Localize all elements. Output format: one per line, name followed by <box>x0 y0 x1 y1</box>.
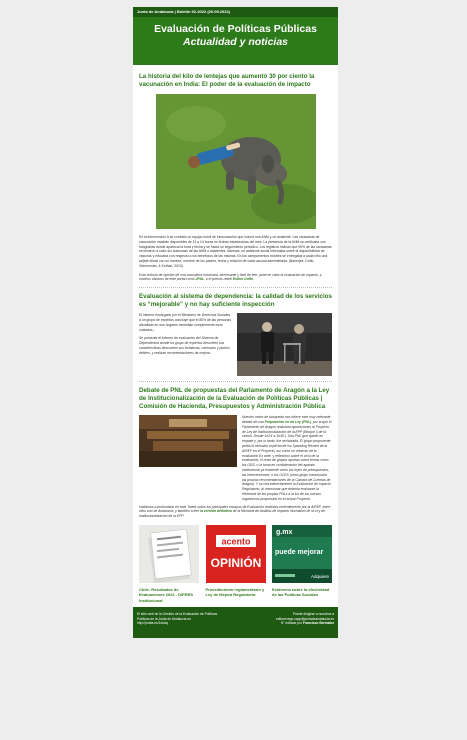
acento-opinion-icon <box>206 525 266 583</box>
related-links <box>139 525 332 603</box>
article-lentils <box>139 73 332 282</box>
slide-screenshot-icon <box>272 525 332 583</box>
jpal-link[interactable]: JPAL <box>195 277 204 282</box>
card-chile-title[interactable]: Chile: Resultados de Evaluaciones 2022 - DIPRES Institucional <box>139 586 194 603</box>
website-link[interactable]: http://juntta.es/1dsAq <box>137 621 168 626</box>
report-document-icon <box>139 525 199 583</box>
article-lentils-body: En la intervención A se contrató un equipo móvil de inmunización que incluía una ANM y un asistente. Las caravanas de vacunación estaban disponibles de 11 a 14 horas en fechas establecidas del mes. La presencia de la ANM se verificaba con fotografías donde aparecía la hora y fecha y se hacía un seguimiento periódico. Los registros indican que 95% de las caravanas se llevaron a cabo sin ausencias de las ANM o asistentes. Además, un asistente social informaba sobre la disponibilidad de vacunas y educaba con respecto a los beneficios de las mismas. En los campamentos móviles se entregaba a cada niño una tarjeta oficial con su nombre, nombre de los padres, fecha y relación de cada vacuna administrada. (Banerjee, Duflo, Glennerster, & Kothari, 2010) <box>139 235 332 268</box>
domain-text: g.mx <box>276 528 293 536</box>
article-aragon-invite: Invitamos a profundizar en este Tweet sobre los principales ensayos de Evaluación recibidos recientemente por la AIREF, entre ellos uno de Andalucía; y también a leer la versión definitiva de la Memoria de Análisis de Impacto Normativo de la Ley de Institucionalización de la EPP. <box>139 504 331 519</box>
slide-text: puede mejorar <box>275 548 324 556</box>
newsletter-content <box>133 65 338 607</box>
card-regulatory-title[interactable]: Procedimiento reglamentario y Ley de Mejora Regulatoria <box>205 586 265 598</box>
card-chile[interactable] <box>139 525 199 603</box>
newsletter-title: Evaluación de Políticas Públicas <box>154 23 317 35</box>
parliament-session-photo[interactable] <box>139 415 237 467</box>
article-aragon-body: Nuestro motor de búsqueda nos ofrece este muy relevante debate de una Proposición no de Ley (PNL), por la que el Parlamento de Aragón realizaría aportaciones al Proyecto de Ley de Institucionalización de la EPP (Bloque 3 de la sesión. Desde 1h24' a 1h40'). Una PNL que quedó en empate y, por lo tanto, fue rechazada. El grupo proponente pedía la inclusión explícita de los Spending Review de la AIREF en el Proyecto, así como un refuerzo de la evaluación Ex ante, y reflexionó sobre el ciclo de la evaluación; el resto de grupos aportan sobre temas como los ODS, o la toma en consideración del aparato institucional ya existente como las leyes de presupuestos, las Intervenciones, o los OCEX (otros grupo mencionará las propias recomendaciones de la Cámara de Cuentas de Aragón). Y se cita indirectamente la Evaluación de Impacto Regulatorio, al mencionar que debería evaluarse la eficiencia de las propias PNLs a la luz de los nuevos organismos propuestos en el actual Proyecto. <box>242 415 332 501</box>
newsletter-header <box>133 17 338 65</box>
article-dependency <box>139 293 332 376</box>
card-social-policies-title[interactable]: Evidencia sobre la efectividad de las Políticas Sociales <box>272 586 330 598</box>
article-dependency-note: Se presenta el informe de evaluación del Sistema de Dependencia donde un grupo de expertos describen sus características descubren sus fortalezas, carencias y puntos débiles, y realizan recomendaciones de mejora. <box>139 336 230 355</box>
article-aragon-headline[interactable]: Debate de PNL de propuestas del Parlamento de Aragón a la Ley de Institucionalización de la Evaluación de Políticas Públicas | Comisión de Hacienda, Presupuestos y Administración Pública <box>139 387 330 411</box>
article-dependency-headline[interactable]: Evaluación al sistema de dependencia: la calidad de los servicios es “mejorable” y no hay suficiente inspección <box>139 293 332 309</box>
esther-duflo-link[interactable]: Esther Duflo <box>232 277 253 282</box>
divider <box>139 381 332 382</box>
newsletter <box>133 7 338 638</box>
card-social-policies[interactable] <box>272 525 332 603</box>
acento-logo: acento <box>220 536 251 547</box>
lentils-elephant-photo[interactable] <box>156 94 316 229</box>
final-version-link[interactable]: la versión definitiva <box>200 509 232 514</box>
newsletter-topbar: Junta de Andalucía | Boletín 92-2022 (20.09.2022) <box>133 7 338 17</box>
pnl-link[interactable]: Proposición no de Ley (PNL) <box>264 419 311 424</box>
contact-email-link[interactable]: editorevepp.capp@juntadeandalucia.es <box>276 616 334 621</box>
opinion-label: OPINIÓN <box>210 555 261 570</box>
article-lentils-note: Este artículo de opinión de una consultora mexicana, interesante y fácil de leer, pone en valor la evaluación de impacto, y muchos clásicos de este portal como JPAL, o el premio nobel Esther Duflo. <box>139 272 322 282</box>
elderly-care-photo[interactable] <box>237 313 332 376</box>
newsletter-subtitle: Actualidad y noticias <box>182 36 289 48</box>
slide-footer-text: Adquiere <box>310 573 329 579</box>
article-aragon <box>139 387 332 519</box>
card-regulatory[interactable] <box>206 525 266 603</box>
article-dependency-body: El informe encargado por el Ministerio de Derechos Sociales a un grupo de expertos concluye que el 80% de las personas atendidas en sus hogares necesitan complemente esos cuidados... <box>139 313 231 332</box>
newsletter-footer: El sitio web de la Gestión de la Evaluación de Políticas Públicas de la Junta de Andalucía es http://juntta.es/1dsAq Puede dirigirse a nosotros a editorevepp.capp@juntadeandalucia.es N° editado por Francisco Bermalez <box>133 607 338 638</box>
article-lentils-headline[interactable]: La historia del kilo de lentejas que aumentó 30 por ciento la vacunación en India: El poder de la evaluación de impacto <box>139 73 315 88</box>
divider <box>139 287 332 288</box>
